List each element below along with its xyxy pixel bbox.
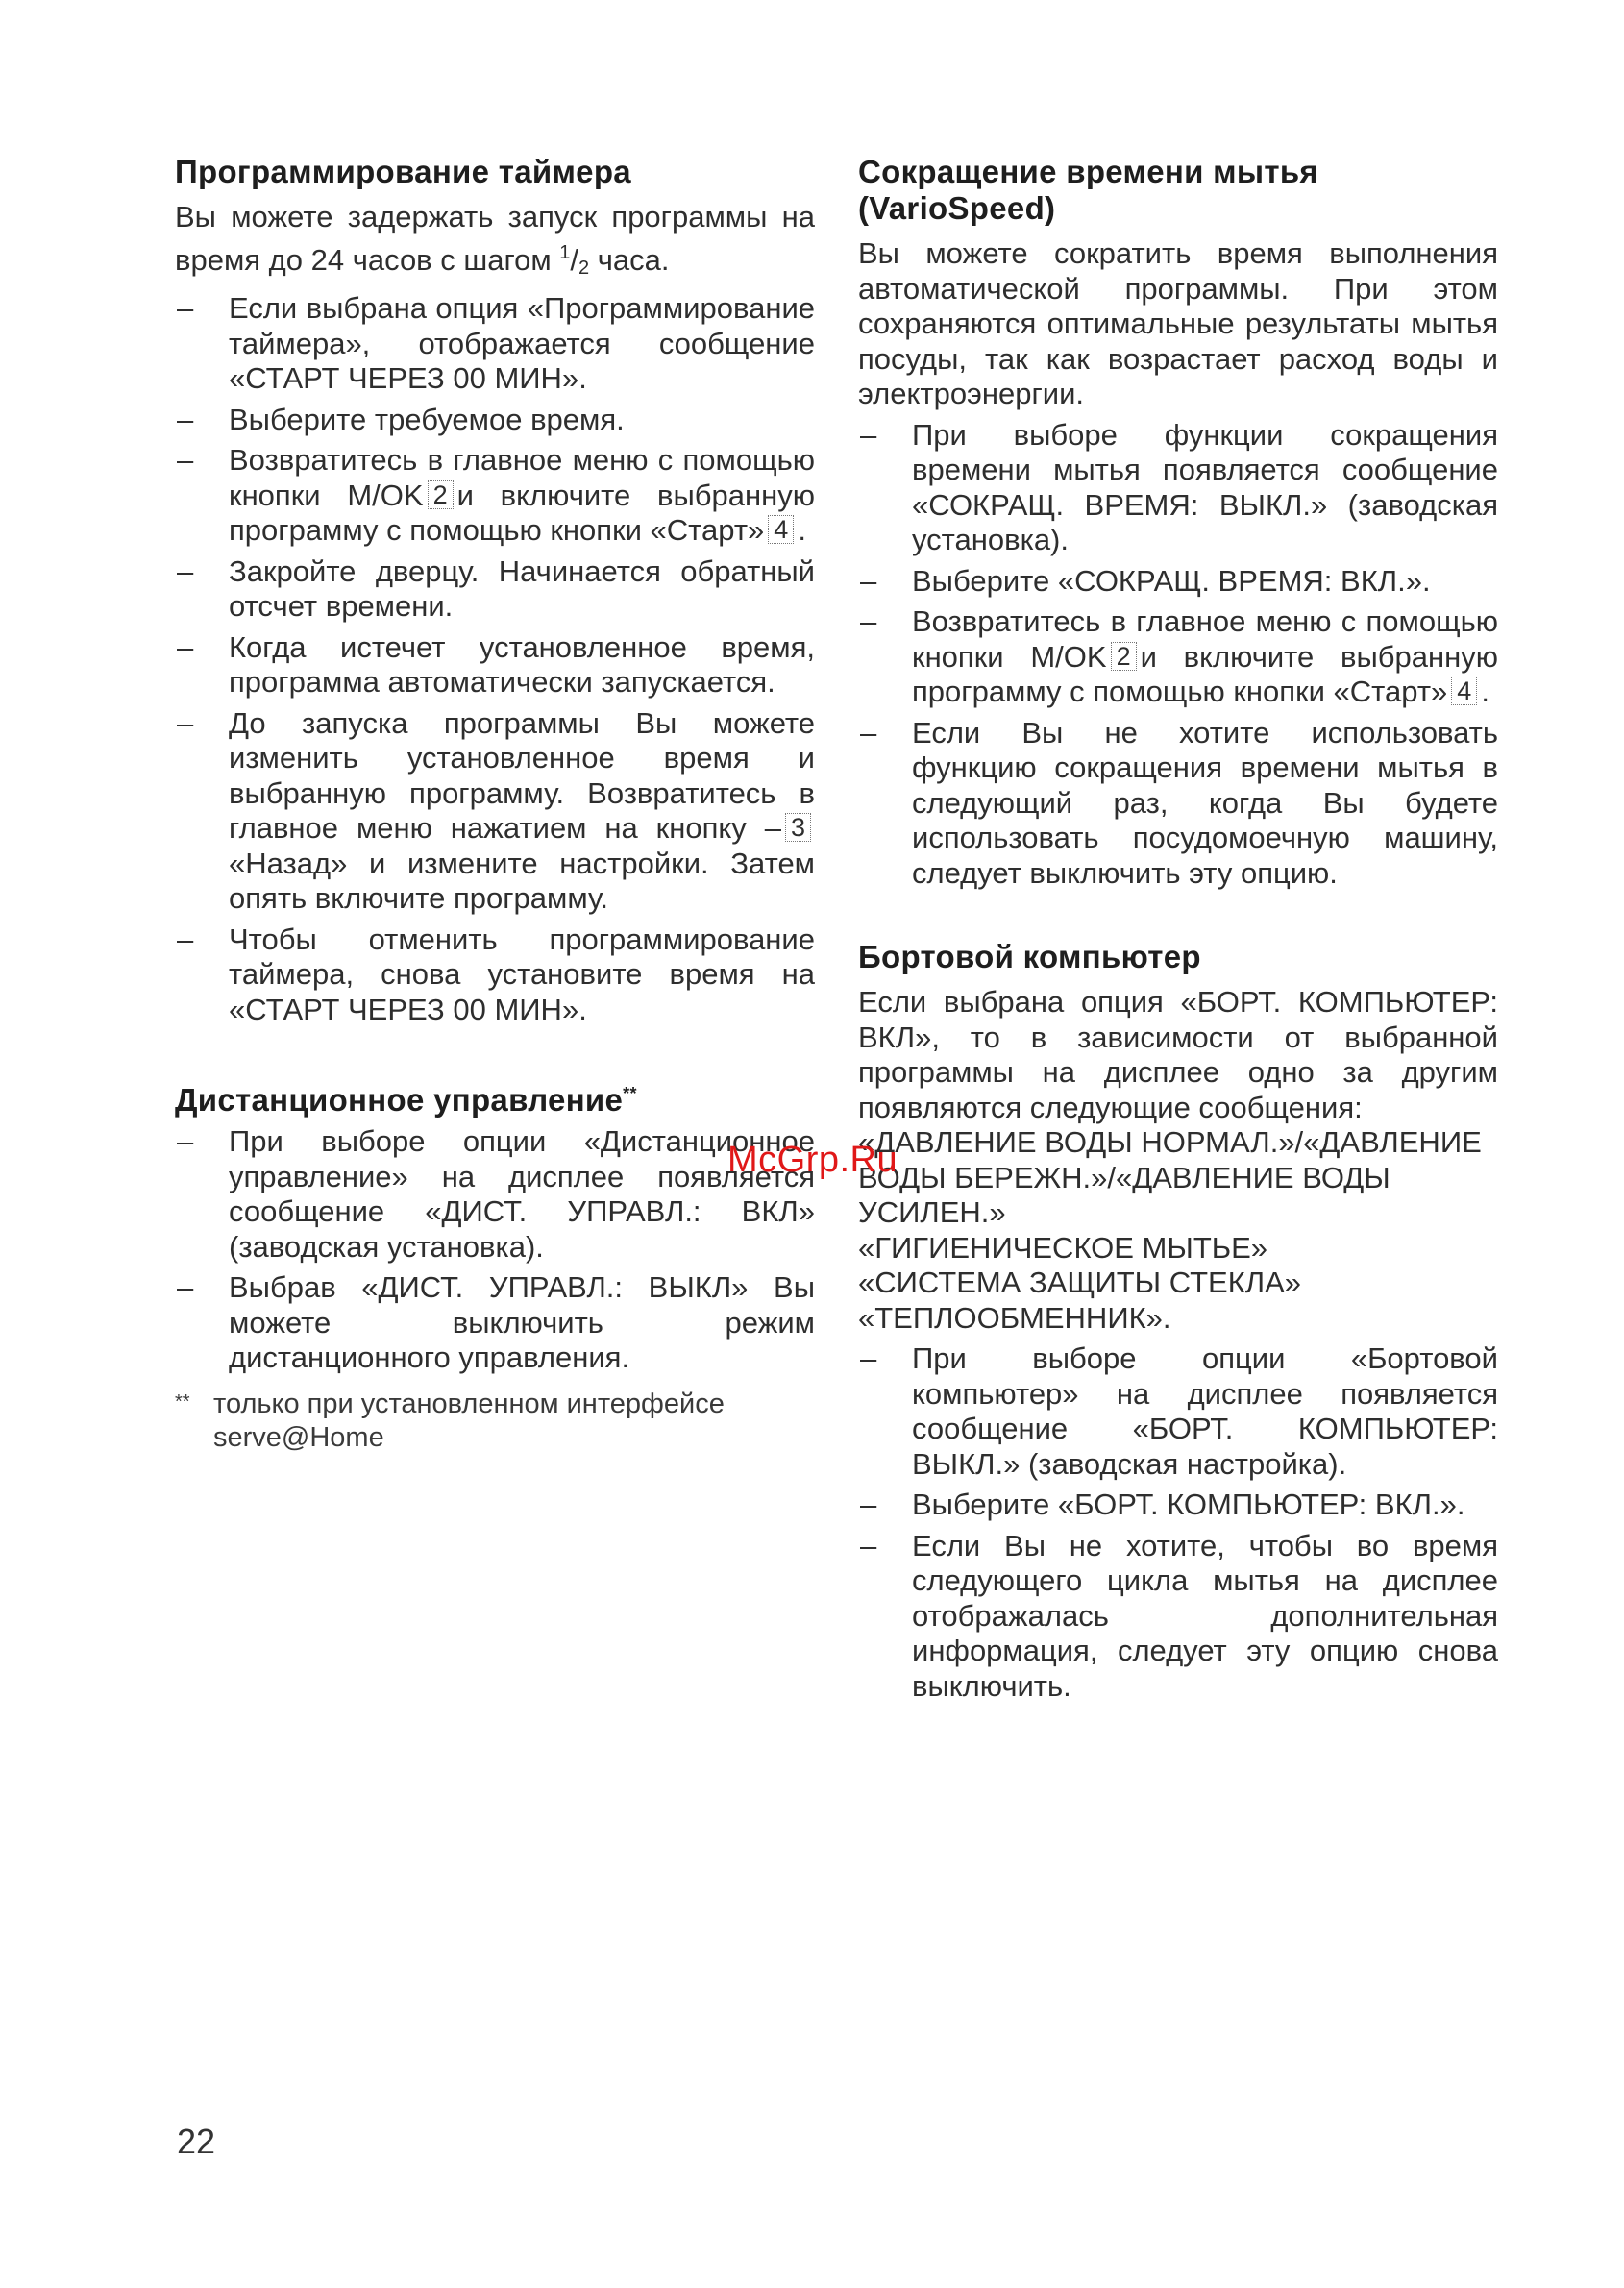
dash-bullet: – xyxy=(860,1488,877,1521)
dash-bullet: – xyxy=(177,705,194,740)
fraction-slash: / xyxy=(570,242,579,277)
list-item xyxy=(175,1270,815,1376)
list-item xyxy=(858,1341,1498,1482)
timer-intro-end: часа. xyxy=(589,242,670,277)
list-item xyxy=(175,923,815,1028)
computer-intro: Если выбрана опция «БОРТ. КОМПЬЮТЕР: ВКЛ», то в зависимости от выбранной программы на дисплее одно за другим появляются следующие сообщения: xyxy=(858,985,1498,1124)
dash-bullet: – xyxy=(860,1528,877,1562)
list-item xyxy=(175,291,815,397)
key-4-label: 4 xyxy=(768,515,794,544)
fraction-denominator: 2 xyxy=(578,257,590,279)
list-item-text: При выборе опции «Бортовой компьютер» на дисплее появляется сообщение «БОРТ. КОМПЬЮТЕР: ВЫКЛ.» (заводская настройка). xyxy=(912,1341,1498,1481)
dash-bullet: – xyxy=(177,1270,194,1304)
timer-intro xyxy=(175,200,815,285)
footnote xyxy=(175,1388,815,1455)
list-item xyxy=(858,716,1498,892)
dash-bullet: – xyxy=(177,402,194,436)
dash-bullet: – xyxy=(177,1124,194,1158)
list-item xyxy=(858,604,1498,710)
dash-bullet: – xyxy=(860,563,877,598)
list-item-text: и включите выбранную программу с помощью кнопки «Старт» xyxy=(912,639,1498,708)
key-2-label: 2 xyxy=(428,480,454,509)
page-number: 22 xyxy=(177,2122,216,2161)
dash-bullet: – xyxy=(860,1341,877,1375)
footnote-marker: ** xyxy=(623,1084,637,1103)
computer-message-pressure: «ДАВЛЕНИЕ ВОДЫ НОРМАЛ.»/«ДАВЛЕНИЕ ВОДЫ БЕРЕЖН.»/«ДАВЛЕНИЕ ВОДЫ УСИЛЕН.» xyxy=(858,1125,1482,1229)
computer-message-heat-exchanger: «ТЕПЛООБМЕННИК». xyxy=(858,1300,1171,1335)
list-item-text: Выберите требуемое время. xyxy=(229,402,625,436)
list-item-text: Возвратитесь в главное меню с помощью кнопки M/OK xyxy=(912,604,1498,674)
remote-list xyxy=(175,1124,815,1376)
list-item xyxy=(175,443,815,549)
remote-heading xyxy=(175,1075,815,1119)
list-item-text: и включите выбранную программу с помощью кнопки «Старт» xyxy=(229,478,815,547)
computer-list xyxy=(858,1341,1498,1704)
remote-heading-text: Дистанционное управление xyxy=(175,1082,624,1118)
footnote-mark: ** xyxy=(175,1390,190,1413)
dash-bullet: – xyxy=(177,291,194,325)
list-item-text: . xyxy=(1481,675,1489,708)
key-2-label: 2 xyxy=(1111,642,1137,671)
list-item xyxy=(858,1529,1498,1705)
list-item-text: Если Вы не хотите использовать функцию сокращения времени мытья в следующий раз, когда Вы будете использовать посудомоечную машину, следует выключить эту опцию. xyxy=(912,715,1498,890)
vario-heading-line1: Сокращение времени мытья xyxy=(858,154,1318,189)
list-item xyxy=(175,1124,815,1265)
list-item xyxy=(858,564,1498,600)
list-item-text: Закройте дверцу. Начинается обратный отсчет времени. xyxy=(229,554,815,623)
vario-intro: Вы можете сократить время выполнения автоматической программы. При этом сохраняются оптимальные результаты мытья посуды, так как возрастает расход воды и электроэнергии. xyxy=(858,236,1498,410)
vario-list xyxy=(858,418,1498,892)
footnote-text: только при установленном интерфейсе serve@Home xyxy=(213,1388,725,1453)
left-column xyxy=(175,154,815,1455)
computer-heading: Бортовой компьютер xyxy=(858,939,1201,974)
dash-bullet: – xyxy=(177,629,194,664)
dash-bullet: – xyxy=(860,715,877,750)
list-item xyxy=(175,554,815,625)
key-4-label: 4 xyxy=(1451,677,1477,705)
list-item-text: При выборе функции сокращения времени мытья появляется сообщение «СОКРАЩ. ВРЕМЯ: ВЫКЛ.» (заводская установка). xyxy=(912,417,1498,556)
list-item xyxy=(858,1488,1498,1523)
right-column xyxy=(858,154,1498,1704)
dash-bullet: – xyxy=(177,443,194,477)
timer-heading: Программирование таймера xyxy=(175,154,631,189)
dash-bullet: – xyxy=(177,554,194,588)
list-item-text: Выбрав «ДИСТ. УПРАВЛ.: ВЫКЛ» Вы можете выключить режим дистанционного управления. xyxy=(229,1270,815,1374)
list-item-text: Если выбрана опция «Программирование таймера», отображается сообщение «СТАРТ ЧЕРЕЗ 00 МИН». xyxy=(229,291,815,395)
list-item-text: До запуска программы Вы можете изменить установленное время и выбранную программу. Возвратитесь в главное меню нажатием на кнопку – xyxy=(229,705,815,845)
list-item xyxy=(175,630,815,701)
fraction-numerator: 1 xyxy=(559,241,571,263)
dash-bullet: – xyxy=(860,604,877,638)
list-item xyxy=(175,706,815,917)
list-item-text: При выборе опции «Дистанционное управление» на дисплее появляется сообщение «ДИСТ. УПРАВЛ.: ВКЛ» (заводская установка). xyxy=(229,1124,815,1264)
timer-list xyxy=(175,291,815,1027)
list-item-text: Чтобы отменить программирование таймера, снова установите время на «СТАРТ ЧЕРЕЗ 00 МИН». xyxy=(229,922,815,1026)
timer-intro-text: Вы можете задержать запуск программы на время до 24 часов с шагом xyxy=(175,200,815,277)
list-item-text: . xyxy=(798,513,806,547)
computer-message-glass: «СИСТЕМА ЗАЩИТЫ СТЕКЛА» xyxy=(858,1266,1302,1299)
list-item-text: «Назад» и измените настройки. Затем опять включите программу. xyxy=(229,846,815,915)
key-3-label: 3 xyxy=(785,813,811,842)
list-item xyxy=(175,403,815,438)
watermark: McGrp.Ru xyxy=(727,1140,898,1180)
vario-heading xyxy=(858,154,1498,227)
vario-heading-line2: (VarioSpeed) xyxy=(858,190,1056,226)
dash-bullet: – xyxy=(860,417,877,452)
list-item-text: Если Вы не хотите, чтобы во время следующего цикла мытья на дисплее отображалась дополнительная информация, следует эту опцию снова выключить. xyxy=(912,1528,1498,1703)
list-item xyxy=(858,418,1498,558)
list-item-text: Выберите «СОКРАЩ. ВРЕМЯ: ВКЛ.». xyxy=(912,563,1431,598)
list-item-text: Возвратитесь в главное меню с помощью кнопки M/OK xyxy=(229,443,815,512)
dash-bullet: – xyxy=(177,922,194,956)
list-item-text: Когда истечет установленное время, программа автоматически запускается. xyxy=(229,629,815,699)
computer-message-hygiene: «ГИГИЕНИЧЕСКОЕ МЫТЬЕ» xyxy=(858,1230,1268,1265)
list-item-text: Выберите «БОРТ. КОМПЬЮТЕР: ВКЛ.». xyxy=(912,1488,1465,1521)
